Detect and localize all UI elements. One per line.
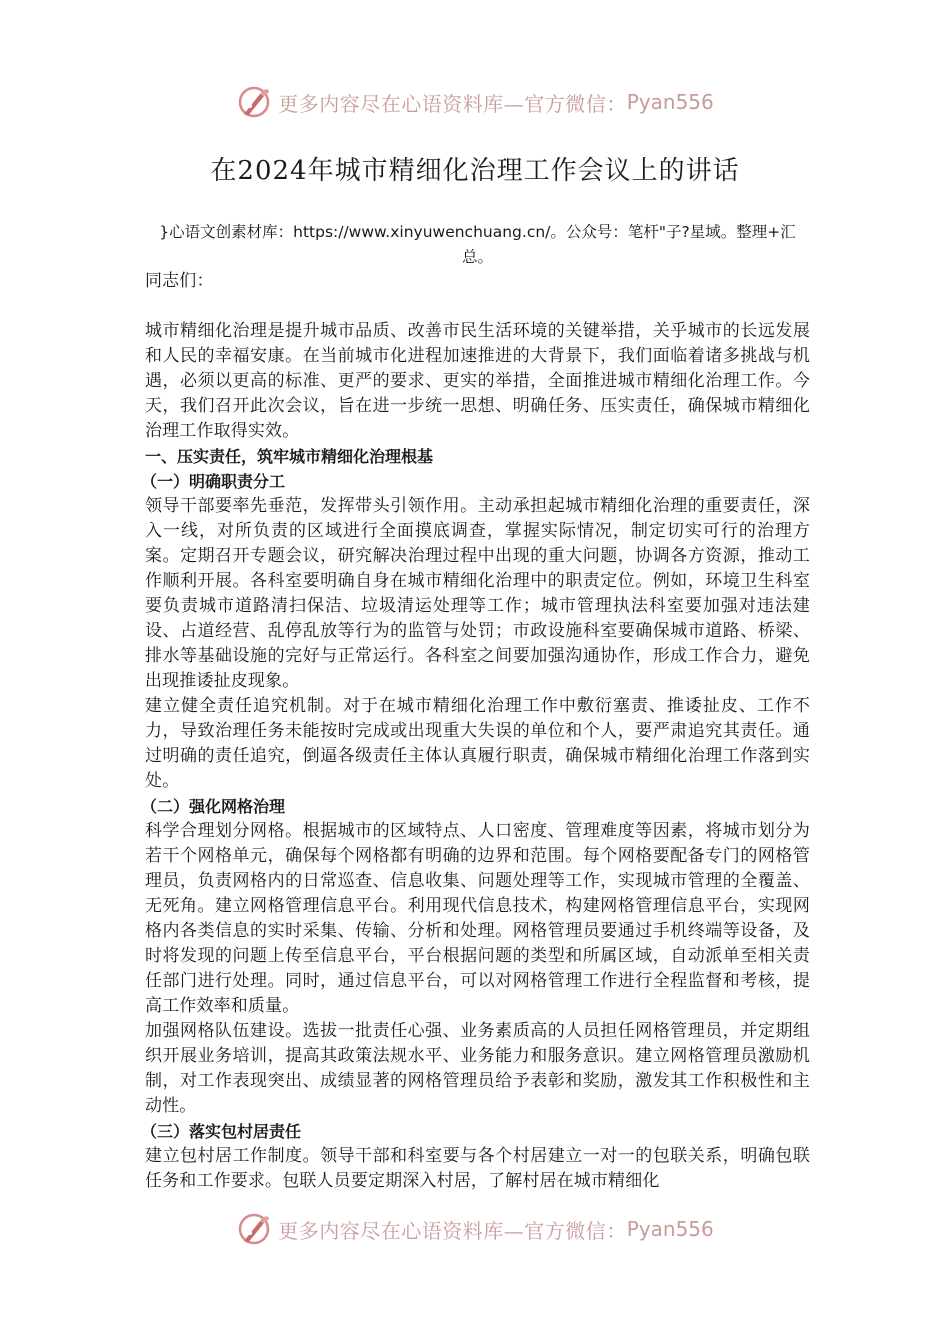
watermark-banner-top <box>0 80 950 124</box>
source-line: }心语文创素材库：https://www.xinyuwenchuang.cn/。公众号：笔杆"子?星域。整理+汇总。 <box>159 223 796 266</box>
subsection-heading-3: （三）落实包村居责任 <box>141 1122 302 1141</box>
document-title: 在2024年城市精细化治理工作会议上的讲话 <box>210 156 740 186</box>
greeting: 同志们： <box>145 271 214 291</box>
quill-pen-logo-icon <box>236 1211 272 1247</box>
intro-paragraph: 城市精细化治理是提升城市品质、改善市民生活环境的关键举措，关乎城市的长远发展和人民的幸福安康。在当前城市化进程加速推进的大背景下，我们面临着诸多挑战与机遇，必须以更高的标准、更严的要求、更实的举措，全面推进城市精细化治理工作。今天，我们召开此次会议，旨在进一步统一思想、明确任务、压实责任，确保城市精细化治理工作取得实效。 <box>145 321 810 441</box>
paragraph: 建立包村居工作制度。领导干部和科室要与各个村居建立一对一的包联关系，明确包联任务和工作要求。包联人员要定期深入村居，了解村居在城市精细化 <box>145 1146 810 1191</box>
subsection-heading-2: （二）强化网格治理 <box>141 797 286 816</box>
section-heading-1: 一、压实责任，筑牢城市精细化治理根基 <box>145 447 434 466</box>
subsection-heading-1: （一）明确职责分工 <box>141 472 286 491</box>
document-body <box>141 269 810 1194</box>
watermark-text: 更多内容尽在心语资料库—官方微信： <box>278 1218 627 1243</box>
blank-line <box>145 294 810 319</box>
watermark-text: 更多内容尽在心语资料库—官方微信： <box>278 91 627 116</box>
watermark-wechat: Pyan556 <box>626 1217 714 1241</box>
paragraph: 加强网格队伍建设。选拔一批责任心强、业务素质高的人员担任网格管理员，并定期组织开展业务培训，提高其政策法规水平、业务能力和服务意识。建立网格管理员激励机制，对工作表现突出、成绩显著的网格管理员给予表彰和奖励，激发其工作积极性和主动性。 <box>145 1021 810 1116</box>
quill-pen-logo-icon <box>236 84 272 120</box>
paragraph: 领导干部要率先垂范，发挥带头引领作用。主动承担起城市精细化治理的重要责任，深入一线，对所负责的区域进行全面摸底调查，掌握实际情况，制定切实可行的治理方案。定期召开专题会议，研究解决治理过程中出现的重大问题，协调各方资源，推动工作顺利开展。各科室要明确自身在城市精细化治理中的职责定位。例如，环境卫生科室要负责城市道路清扫保洁、垃圾清运处理等工作；城市管理执法科室要加强对违法建设、占道经营、乱停乱放等行为的监管与处罚；市政设施科室要确保城市道路、桥梁、排水等基础设施的完好与正常运行。各科室之间要加强沟通协作，形成工作合力，避免出现推诿扯皮现象。 <box>145 496 810 691</box>
watermark-banner-bottom <box>0 1207 950 1251</box>
paragraph: 科学合理划分网格。根据城市的区域特点、人口密度、管理难度等因素，将城市划分为若干个网格单元，确保每个网格都有明确的边界和范围。每个网格要配备专门的网格管理员，负责网格内的日常巡查、信息收集、问题处理等工作，实现城市管理的全覆盖、无死角。建立网格管理信息平台。利用现代信息技术，构建网格管理信息平台，实现网格内各类信息的实时采集、传输、分析和处理。网格管理员要通过手机终端等设备，及时将发现的问题上传至信息平台，平台根据问题的类型和所属区域，自动派单至相关责任部门进行处理。同时，通过信息平台，可以对网格管理工作进行全程监督和考核，提高工作效率和质量。 <box>145 821 810 1016</box>
paragraph: 建立健全责任追究机制。对于在城市精细化治理工作中敷衍塞责、推诿扯皮、工作不力，导致治理任务未能按时完成或出现重大失误的单位和个人，要严肃追究其责任。通过明确的责任追究，倒逼各级责任主体认真履行职责，确保城市精细化治理工作落到实处。 <box>145 696 810 791</box>
watermark-wechat: Pyan556 <box>626 90 714 114</box>
